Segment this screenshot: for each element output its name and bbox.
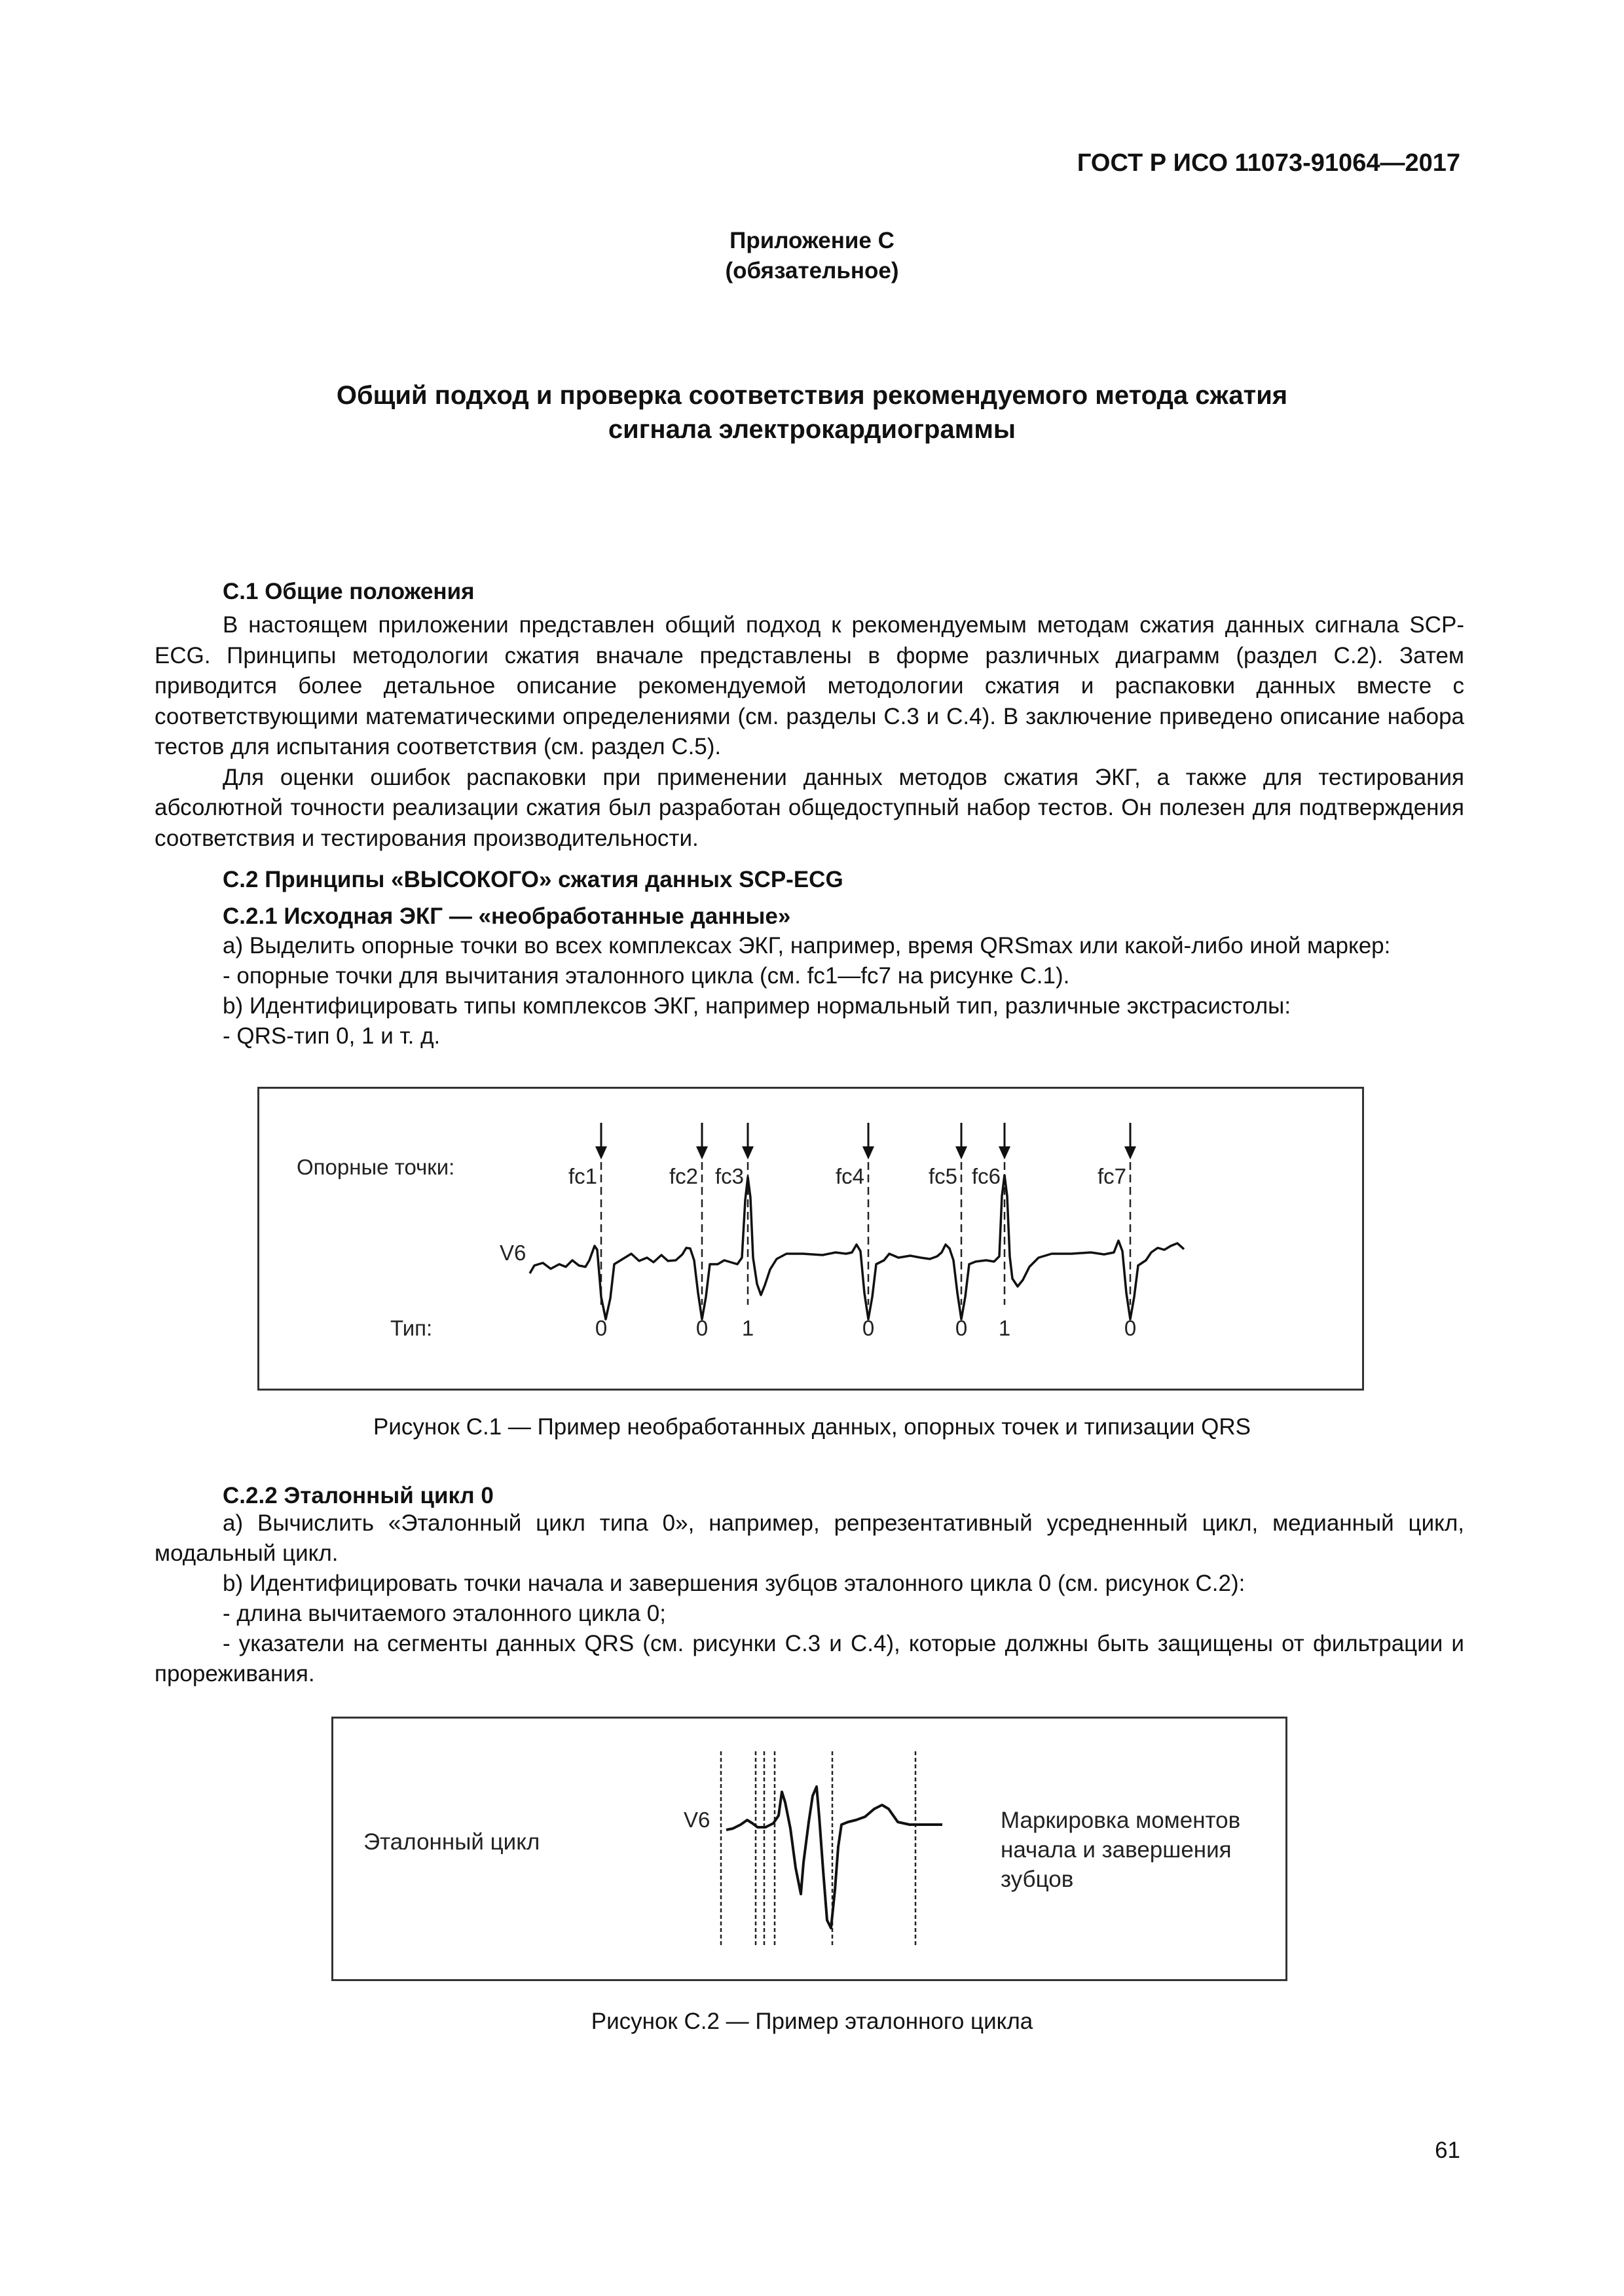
arrow-head (1124, 1146, 1136, 1159)
qrs-type-value: 1 (998, 1316, 1011, 1340)
page-number: 61 (1435, 2138, 1460, 2163)
section-heading-c2-1: С.2.1 Исходная ЭКГ — «необработанные данные» (223, 903, 791, 929)
paragraph: В настоящем приложении представлен общий подход к рекомендуемым методам сжатия данных сигнала SCP-ECG. Принципы методологии сжатия вначале представлены в форме различных диаграмм (раздел С.2). Затем приводится более детальное описание рекомендуемой методологии сжатия и распаковки данных вместе с соответствующими математическими определениями (см. разделы С.3 и С.4). В заключение приведено описание набора тестов для испытания соответствия (см. раздел С.5). (155, 612, 1464, 759)
qrs-type-value: 0 (595, 1316, 608, 1340)
figure-c2-caption: Рисунок С.2 — Пример эталонного цикла (591, 2009, 1033, 2034)
wave-boundary-lines (721, 1751, 915, 1946)
figure-c1 (257, 1087, 1364, 1391)
arrow-head (955, 1146, 967, 1159)
list-item: b) Идентифицировать точки начала и завершения зубцов эталонного цикла 0 (см. рисунок С.2): (223, 1571, 1246, 1596)
list-item: - длина вычитаемого эталонного цикла 0; (223, 1601, 666, 1626)
qrs-type-value: 1 (741, 1316, 754, 1340)
section-heading-c1: С.1 Общие положения (223, 579, 475, 604)
lead-label: V6 (684, 1808, 710, 1832)
reference-point-label: fc1 (568, 1164, 597, 1188)
figure-c1-caption: Рисунок С.1 — Пример необработанных данных, опорных точек и типизации QRS (373, 1414, 1251, 1440)
reference-point-label: fc2 (669, 1164, 698, 1188)
arrow-head (696, 1146, 708, 1159)
qrs-type-value: 0 (955, 1316, 968, 1340)
list-item: a) Вычислить «Эталонный цикл типа 0», например, репрезентативный усредненный цикл, медианный цикл, модальный цикл. (155, 1510, 1464, 1566)
list-item: a) Выделить опорные точки во всех комплексах ЭКГ, например, время QRSmax или какой-либо иной маркер: (223, 933, 1391, 958)
ecg-trace-v6 (530, 1175, 1184, 1319)
reference-point-fc7 (1098, 1123, 1136, 1340)
reference-cycle-label: Эталонный цикл (363, 1829, 540, 1855)
reference-point-label: fc6 (971, 1164, 1001, 1188)
paragraph: Для оценки ошибок распаковки при применении данных методов сжатия ЭКГ, а также для тестирования абсолютной точности реализации сжатия был разработан общедоступный набор тестов. Он полезен для подтверждения соответствия и тестирования производительности. (155, 764, 1464, 851)
list-item: - QRS-тип 0, 1 и т. д. (223, 1023, 441, 1049)
lead-label: V6 (500, 1241, 526, 1265)
qrs-type-value: 0 (862, 1316, 875, 1340)
annex-title-line-2: сигнала электрокардиограммы (608, 415, 1016, 444)
reference-point-label: fc7 (1097, 1164, 1126, 1188)
reference-point-fc1 (568, 1123, 607, 1340)
reference-points-label: Опорные точки: (297, 1155, 455, 1179)
reference-point-label: fc4 (835, 1164, 864, 1188)
section-c1-body (155, 610, 1464, 854)
reference-point-label: fc3 (714, 1164, 744, 1188)
wave-marking-note (1001, 1808, 1240, 1892)
arrow-head (999, 1146, 1010, 1159)
reference-cycle-diagram (333, 1719, 1285, 1979)
marking-note-line: Маркировка моментов (1001, 1808, 1241, 1833)
annex-title-line-1: Общий подход и проверка соответствия рекомендуемого метода сжатия (336, 381, 1288, 410)
section-heading-c2-2: С.2.2 Эталонный цикл 0 (223, 1483, 494, 1508)
reference-point-fc4 (836, 1123, 874, 1340)
document-id: ГОСТ Р ИСО 11073-91064—2017 (1077, 149, 1460, 177)
list-item: b) Идентифицировать типы комплексов ЭКГ, например нормальный тип, различные экстрасистолы: (223, 993, 1291, 1019)
marking-note-line: зубцов (1001, 1867, 1074, 1892)
type-label: Тип: (390, 1316, 433, 1340)
arrow-head (862, 1146, 874, 1159)
reference-point-fc6 (972, 1123, 1010, 1340)
arrow-head (742, 1146, 754, 1159)
arrow-head (595, 1146, 607, 1159)
reference-point-fc3 (715, 1123, 754, 1340)
reference-point-fc5 (929, 1123, 967, 1340)
marking-note-line: начала и завершения (1001, 1837, 1232, 1863)
qrs-type-value: 0 (695, 1316, 709, 1340)
ecg-raw-data-diagram (259, 1089, 1362, 1389)
reference-point-label: fc5 (928, 1164, 957, 1188)
annex-label: Приложение С (729, 228, 895, 253)
annex-status: (обязательное) (725, 258, 899, 283)
section-heading-c2: С.2 Принципы «ВЫСОКОГО» сжатия данных SCP-ECG (223, 867, 843, 892)
list-item: - опорные точки для вычитания эталонного цикла (см. fc1—fc7 на рисунке С.1). (223, 963, 1070, 989)
list-item: - указатели на сегменты данных QRS (см. рисунки С.3 и С.4), которые должны быть защищены от фильтрации и прореживания. (155, 1631, 1464, 1686)
section-c2-2-item-b2 (155, 1629, 1464, 1689)
figure-c2 (331, 1717, 1287, 1981)
section-c2-2-item-a (155, 1508, 1464, 1569)
reference-point-fc2 (669, 1123, 708, 1340)
reference-cycle-trace (726, 1787, 942, 1928)
qrs-type-value: 0 (1124, 1316, 1137, 1340)
